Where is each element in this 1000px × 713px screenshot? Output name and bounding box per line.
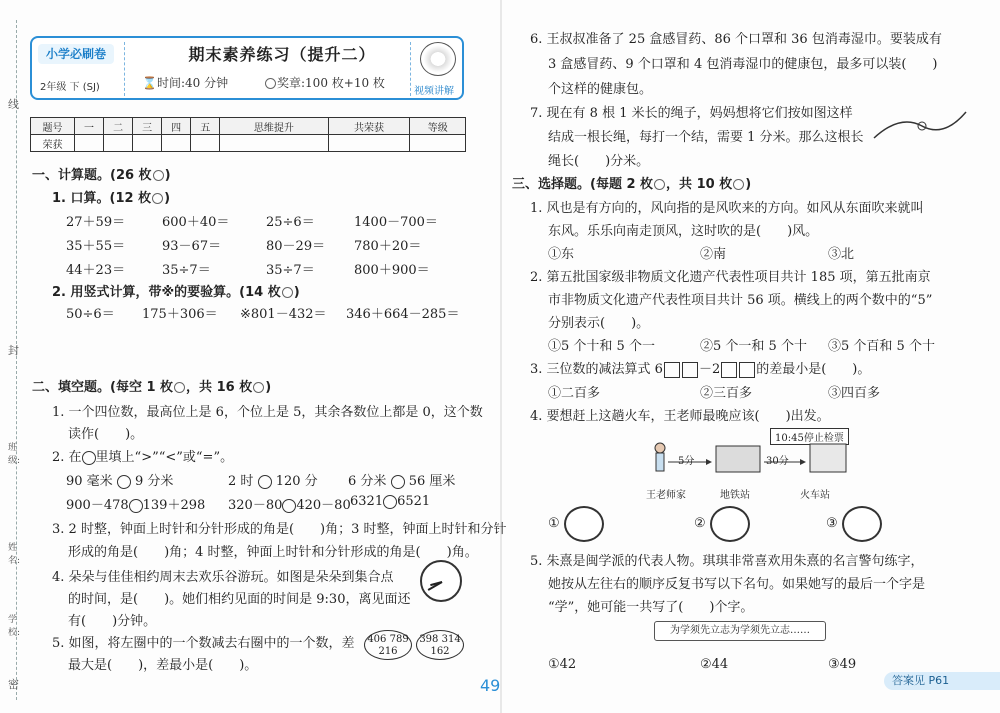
video-link[interactable]: 视频讲解 [414, 86, 454, 97]
s2-q4-line1: 4. 朵朵与佳佳相约周末去欢乐谷游玩。如图是朵朵到集合点 [52, 570, 394, 585]
compare-blank[interactable] [129, 499, 143, 513]
place-label: 火车站 [800, 490, 830, 501]
s2-q1-line2: 读作( )。 [68, 427, 144, 442]
compare-blank[interactable] [258, 475, 272, 489]
c5-line3: “学”，她可能一共写了( )个字。 [548, 600, 754, 615]
time-label-5: 5分 [678, 456, 695, 467]
score-table [30, 117, 466, 152]
s2-q3-line2: 形成的角是( )角；4 时整，钟面上时针和分针形成的角是( )角。 [68, 545, 478, 560]
left-number-circle: 406 789 216 [364, 630, 412, 660]
table-cell: 一 [75, 118, 104, 135]
binding-strip [2, 0, 28, 713]
oral-item: 35÷7＝ [266, 263, 315, 278]
vertical-item: 50÷6＝ [66, 307, 115, 322]
c1-option[interactable]: ③北 [828, 247, 855, 262]
table-cell: 思维提升 [220, 118, 328, 135]
c1-line2: 东风。乐乐向南走顶风，这时吹的是( )风。 [548, 224, 819, 239]
c4-line: 4. 要想赶上这趟火车，王老师最晚应该( )出发。 [530, 409, 830, 424]
clock-icon [710, 506, 750, 542]
c5-option[interactable]: ①42 [548, 657, 577, 672]
c2-line3: 分别表示( )。 [548, 316, 650, 331]
table-row [31, 118, 466, 135]
medal-icon [282, 287, 293, 298]
clock-icon [842, 506, 882, 542]
oral-item: 800＋900＝ [354, 263, 430, 278]
c2-line1: 2. 第五批国家级非物质文化遗产代表性项目共计 185 项，第五批南京 [530, 270, 931, 285]
s1-q1: 1. 口算。(12 枚 ) [52, 191, 171, 206]
compare-item: 320－80 420－80 [228, 498, 351, 513]
c4-option[interactable]: ② [694, 516, 706, 531]
c2-option[interactable]: ①5 个十和 5 个一 [548, 339, 655, 354]
brand-label: 小学必刷卷 [38, 44, 114, 64]
page-number: 49 [480, 676, 501, 695]
vertical-item: ※801－432＝ [240, 307, 327, 322]
compare-item: 900－478 139＋298 [66, 498, 206, 513]
oral-item: 80－29＝ [266, 239, 326, 254]
divider [124, 42, 125, 96]
medal-icon [253, 382, 264, 393]
oral-item: 93－67＝ [162, 239, 222, 254]
s2-q4-line3: 有( )分钟。 [68, 614, 157, 629]
compare-item: 6321 6521 [350, 494, 431, 509]
oral-item: 35÷7＝ [162, 263, 211, 278]
digit-box[interactable] [721, 362, 737, 378]
q6-line3: 个这样的健康包。 [548, 82, 653, 97]
score-input[interactable] [162, 135, 191, 152]
section3-title: 三、选择题。(每题 2 枚 ，共 10 枚 ) [512, 177, 752, 192]
binding-name: 姓名: [8, 543, 21, 566]
c3-line: 3. 三位数的减法算式 6 －2 的差最小是( )。 [530, 362, 871, 377]
page-title: 期末素养练习（提升二） [188, 45, 376, 64]
answer-reference[interactable]: 答案见 P61 [884, 672, 1000, 690]
oral-item: 600＋40＝ [162, 215, 230, 230]
s2-q2: 2. 在 里填上“>”“<”或“=”。 [52, 450, 234, 465]
c3-option[interactable]: ①二百多 [548, 386, 601, 401]
scroll-banner: 为学须先立志为学须先立志…… [654, 621, 826, 641]
score-input[interactable] [220, 135, 328, 152]
table-cell: 等级 [410, 118, 466, 135]
place-label: 地铁站 [720, 490, 750, 501]
compare-blank[interactable] [282, 499, 296, 513]
table-cell: 四 [162, 118, 191, 135]
medal-icon [733, 179, 744, 190]
stop-check-label: 10:45停止检票 [770, 428, 849, 445]
clock-icon [564, 506, 604, 542]
q7-line1: 7. 现在有 8 根 1 米长的绳子，妈妈想将它们按如图这样 [530, 106, 853, 121]
compare-item: 2 时 120 分 [228, 474, 318, 489]
s2-q4-line2: 的时间，是( )。她们相约见面的时间是 9:30，离见面还 [68, 592, 411, 607]
section2-title: 二、填空题。(每空 1 枚 ，共 16 枚 ) [32, 380, 272, 395]
score-input[interactable] [104, 135, 133, 152]
c3-option[interactable]: ③四百多 [828, 386, 881, 401]
c4-option[interactable]: ① [548, 516, 560, 531]
q6-line2: 3 盒感冒药、9 个口罩和 4 包消毒湿巾的健康包，最多可以装( ) [548, 57, 938, 72]
c5-option[interactable]: ③49 [828, 657, 857, 672]
binding-class: 班级: [8, 443, 21, 466]
medal-icon [152, 193, 163, 204]
digit-box[interactable] [682, 362, 698, 378]
medal-icon [654, 179, 665, 190]
table-row [31, 135, 466, 152]
score-input[interactable] [75, 135, 104, 152]
medal-icon [153, 170, 164, 181]
oral-item: 35＋55＝ [66, 239, 126, 254]
score-input[interactable] [191, 135, 220, 152]
reward-label: 奖章:100 枚+10 枚 [264, 74, 385, 91]
qr-code-icon[interactable] [420, 42, 456, 76]
place-label: 王老师家 [646, 490, 686, 501]
medal-icon [265, 78, 276, 89]
section1-title: 一、计算题。(26 枚 ) [32, 168, 171, 183]
q7-line3: 绳长( )分米。 [548, 154, 650, 169]
c2-option[interactable]: ③5 个百和 5 个十 [828, 339, 935, 354]
c1-option[interactable]: ②南 [700, 247, 727, 262]
time-label-30: 30分 [766, 456, 789, 467]
s2-q5-line1: 5. 如图，将左圈中的一个数减去右圈中的一个数，差 [52, 636, 355, 651]
binding-char: 线 [8, 98, 19, 111]
binding-char: 密 [8, 678, 19, 691]
c2-option[interactable]: ②5 个一和 5 个十 [700, 339, 807, 354]
score-input[interactable] [410, 135, 466, 152]
table-cell: 五 [191, 118, 220, 135]
s1-q2: 2. 用竖式计算，带※的要验算。(14 枚 ) [52, 285, 300, 300]
vertical-item: 346＋664－285＝ [346, 307, 460, 322]
c1-line1: 1. 风也是有方向的，风向指的是风吹来的方向。如风从东面吹来就叫 [530, 201, 924, 216]
rope-illustration [870, 104, 970, 144]
c3-option[interactable]: ②三百多 [700, 386, 753, 401]
medal-icon [174, 382, 185, 393]
table-cell: 三 [133, 118, 162, 135]
time-label: ⌛时间:40 分钟 [142, 76, 229, 90]
page-spine [500, 0, 502, 713]
c4-option[interactable]: ③ [826, 516, 838, 531]
compare-blank[interactable] [391, 475, 405, 489]
header-box [30, 36, 464, 100]
c1-option[interactable]: ①东 [548, 247, 575, 262]
digit-box[interactable] [739, 362, 755, 378]
table-cell: 题号 [31, 118, 75, 135]
score-input[interactable] [133, 135, 162, 152]
right-number-circle: 398 314 162 [416, 630, 464, 660]
oral-item: 780＋20＝ [354, 239, 422, 254]
oral-item: 27＋59＝ [66, 215, 126, 230]
vertical-item: 175＋306＝ [142, 307, 218, 322]
s2-q1-line1: 1. 一个四位数，最高位上是 6，个位上是 5，其余各数位上都是 0，这个数 [52, 405, 483, 420]
compare-item: 90 毫米 9 分米 [66, 474, 174, 489]
compare-blank[interactable] [383, 495, 397, 509]
cut-line [16, 20, 17, 700]
compare-circle [82, 451, 96, 465]
compare-item: 6 分米 56 厘米 [348, 474, 456, 489]
clock-icon [420, 560, 462, 602]
binding-school: 学校: [8, 615, 21, 638]
c5-line1: 5. 朱熹是闽学派的代表人物。琪琪非常喜欢用朱熹的名言警句练字， [530, 554, 924, 569]
oral-item: 44＋23＝ [66, 263, 126, 278]
binding-char: 封 [8, 344, 19, 357]
compare-blank[interactable] [117, 475, 131, 489]
q6-line1: 6. 王叔叔准备了 25 盒感冒药、86 个口罩和 36 包消毒湿巾。要装成有 [530, 32, 942, 47]
c5-option[interactable]: ②44 [700, 657, 729, 672]
oral-item: 1400－700＝ [354, 215, 438, 230]
oral-item: 25÷6＝ [266, 215, 315, 230]
score-input[interactable] [328, 135, 410, 152]
table-cell: 共荣获 [328, 118, 410, 135]
digit-box[interactable] [664, 362, 680, 378]
table-cell: 二 [104, 118, 133, 135]
s2-q3-line1: 3. 2 时整，钟面上时针和分针形成的角是( )角；3 时整，钟面上时针和分针 [52, 522, 507, 537]
grade-label: 2年级 下 (SJ) [40, 82, 100, 93]
q7-line2: 结成一根长绳，每打一个结，需要 1 分米。那么这根长 [548, 130, 864, 145]
c5-line2: 她按从左往右的顺序反复书写以下名句。如果她写的最后一个字是 [548, 577, 926, 592]
table-cell: 荣获 [31, 135, 75, 152]
c2-line2: 市非物质文化遗产代表性项目共计 56 项。横线上的两个数中的“5” [548, 293, 933, 308]
s2-q5-line2: 最大是( )，差最小是( )。 [68, 658, 258, 673]
